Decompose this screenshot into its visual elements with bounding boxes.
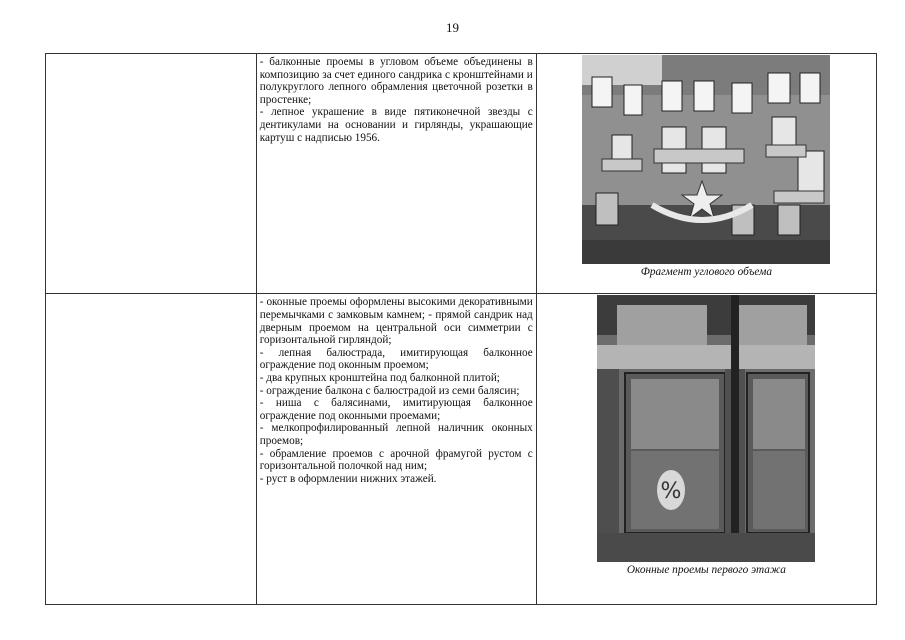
corner-facade-photo (582, 55, 830, 264)
photo-caption: Фрагмент углового объема (640, 266, 772, 278)
photo-cell (536, 54, 876, 294)
feature-item: - лепное украшение в виде пятиконечной звезды с дентикулами на основании и гирлянды, украшающие картуш с надписью 1956. (259, 106, 533, 144)
empty-cell (46, 54, 257, 294)
photo-caption: Оконные проемы первого этажа (626, 564, 786, 577)
feature-item: - мелкопрофилированный лепной наличник оконных проемов; (259, 422, 533, 447)
feature-item: - обрамление проемов с арочной фрамугой рустом с горизонтальной полочкой над ним; (259, 447, 533, 473)
table-row (46, 294, 877, 605)
photo-cell (536, 294, 876, 605)
feature-item: - лепная балюстрада, имитирующая балконное ограждение под оконным проемом; (259, 346, 533, 372)
feature-item: - два крупных кронштейна под балконной плитой; (259, 371, 500, 384)
page-number: 19 (446, 20, 459, 35)
shop-sign-text: % (660, 479, 682, 505)
description-cell (256, 54, 536, 294)
feature-item: - ограждение балкона с балюстрадой из семи балясин; (259, 384, 520, 397)
features-table (45, 53, 877, 605)
feature-item: - ниша с балясинами, имитирующая балконное ограждение под оконными проемами; (259, 397, 533, 422)
feature-item: - балконные проемы в угловом объеме объединены в композицию за счет единого сандрика с кронштейнами и полукруглого лепного обрамления цветочной розетки в простенке; (259, 56, 533, 106)
table-row (46, 54, 877, 294)
ground-floor-windows-photo (597, 295, 815, 562)
feature-item: - руст в оформлении нижних этажей. (259, 472, 437, 485)
feature-item: - оконные проемы оформлены высокими декоративными перемычками с замковым камнем; - прямой сандрик над дверным проемом на центральной оси симметрии с горизонтальной гирляндой; (259, 296, 533, 347)
empty-cell (46, 294, 257, 605)
description-cell (256, 294, 536, 605)
